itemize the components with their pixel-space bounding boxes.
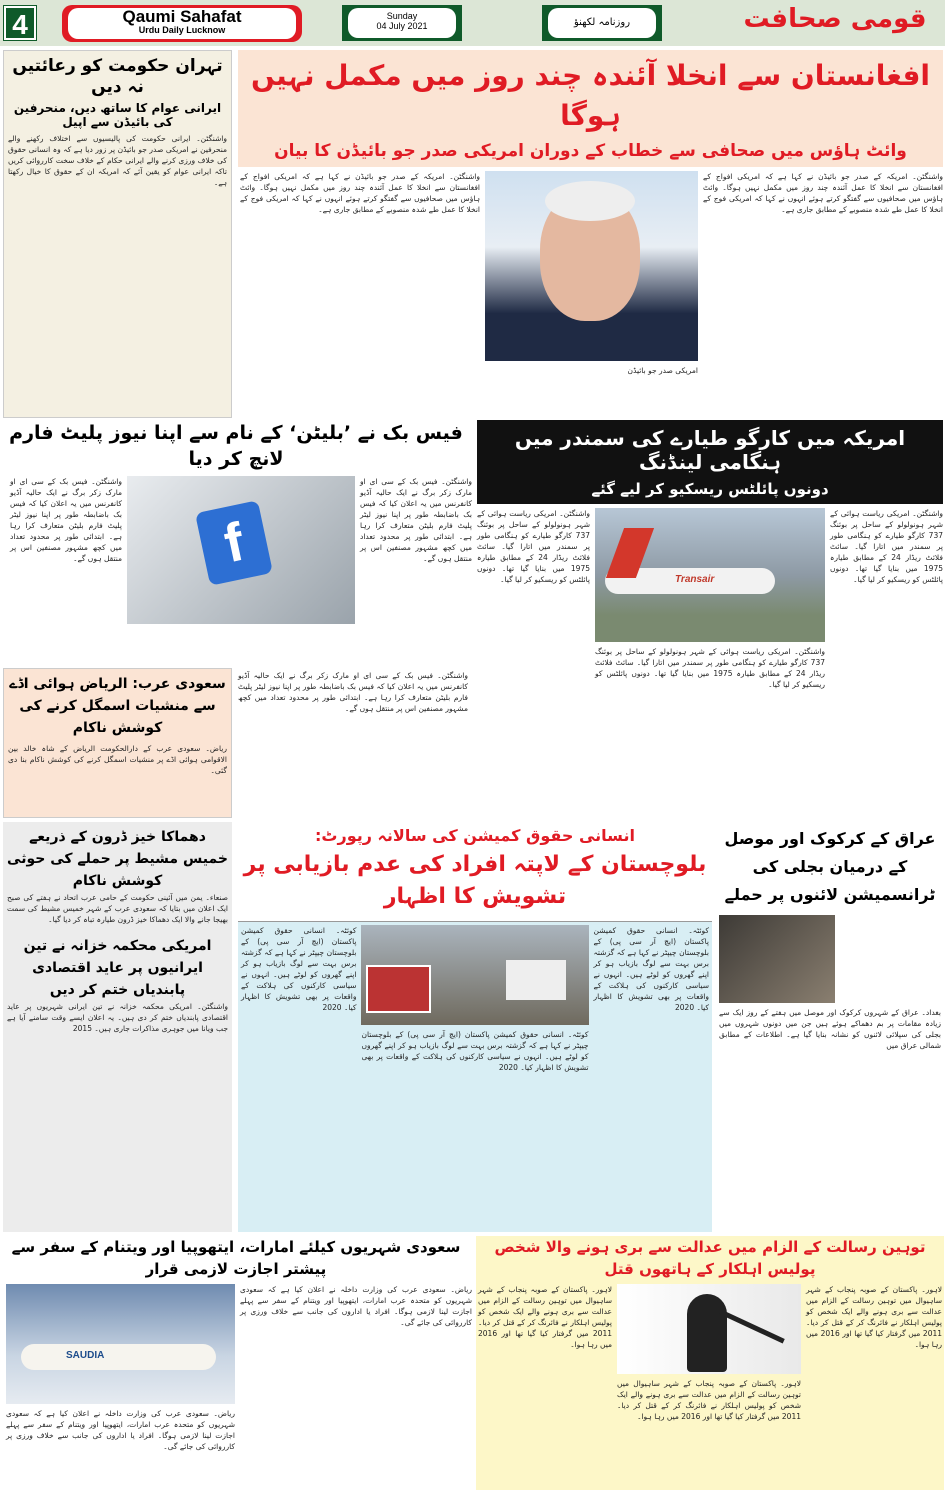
headline: تہران حکومت کو رعائتیں نہ دیں <box>12 56 223 97</box>
cargo-plane-photo <box>595 508 825 642</box>
roznama-box: روزنامہ لکھنؤ <box>548 8 656 38</box>
nameplate <box>68 8 296 39</box>
photo-caption: امریکی صدر جو بائیڈن <box>627 366 698 375</box>
nameplate-subtitle: Urdu Daily Lucknow <box>138 25 226 35</box>
day: Sunday <box>386 11 418 21</box>
biden-photo <box>485 171 698 361</box>
headline: امریکی محکمہ خزانہ نے تین ایرانیوں پر عاید اقتصادی پابندیاں ختم کر دیں <box>23 938 212 998</box>
story-facebook <box>0 420 472 665</box>
article-body-middle: لاہور۔ پاکستان کے صوبہ پنجاب کے شہر ساہیوال میں توہین رسالت کے الزام میں عدالت سے بری ہونے والے ایک شخص کو پولیس اہلکار نے فائرنگ کر کے قتل کر دیا۔ 2011 میں گرفتار کیا گیا تھا اور 2016 میں رہا ہوا۔ <box>617 1379 801 1421</box>
iraq-tower-photo <box>719 915 835 1003</box>
article-body: واشنگٹن۔ ایرانی حکومت کی پالیسیوں سے اختلاف رکھنے والے منحرفین نے امریکی صدر جو بائیڈن پر زور دیا ہے کہ وہ انسانی حقوق کی خلاف ورزی کرنے والے ایرانی حکام کے خلاف سخت کارروائی کریں تاکہ ایرانی عوام کو یقین آئے کہ امریکہ ان کے حقوق کا خیال رکھتا ہے۔ <box>8 134 227 187</box>
saudia-plane-photo <box>6 1284 235 1404</box>
article-body-left: لاہور۔ پاکستان کے صوبہ پنجاب کے شہر ساہیوال میں توہین رسالت کے الزام میں عدالت سے بری ہونے والے ایک شخص کو پولیس اہلکار نے فائرنگ کر کے قتل کر دیا۔ 2011 میں گرفتار کیا گیا تھا اور 2016 میں رہا ہوا۔ <box>478 1285 612 1349</box>
date: 04 July 2021 <box>376 21 428 31</box>
headline: سعودی شہریوں کیلئے امارات، ایتھوپیا اور ویتنام کے سفر سے پیشتر اجازت لازمی قرار <box>11 1238 461 1278</box>
article-body-right: واشنگٹن۔ امریکی ریاست ہوائی کے شہر ہونولولو کے ساحل پر بوئنگ 737 کارگو طیارے کو ہنگامی طور پر سمندر میں اتارا گیا۔ سائٹ فلائٹ ریڈار 24 کے مطابق طیارہ 1975 میں بنایا گیا تھا۔ دونوں پائلٹس کو ریسکیو کر لیا گیا۔ <box>830 509 943 584</box>
headline: سعودی عرب: الریاض ہوائی اڈے سے منشیات اسمگل کرنے کی کوشش ناکام <box>9 676 226 736</box>
article-body: واشنگٹن۔ فیس بک کے سی ای او مارک زکر برگ نے ایک حالیہ آڈیو کانفرنس میں یہ اعلان کیا کہ فیس بک باضابطہ طور پر اپنا نیوز لیٹر پلیٹ فارم بلیٹن متعارف کرا رہا ہے۔ ابتدائی طور پر محدود تعداد میں کچھ مشہور مصنفین اس پر منتقل ہوں گے۔ <box>360 477 472 563</box>
plane-livery: Transair <box>675 574 715 585</box>
article-body: ریاض۔ سعودی عرب کی وزارت داخلہ نے اعلان کیا ہے کہ سعودی شہریوں کو متحدہ عرب امارات، ایتھوپیا اور ویتنام کے سفر سے پہلے اجازت لینا لازمی ہوگا۔ افراد یا اداروں کی جانب سے خلاف ورزی پر کارروائی کی جائے گی۔ <box>240 1285 472 1327</box>
story-tehran <box>3 50 232 418</box>
story-drone <box>7 826 228 925</box>
article-body: صنعاء۔ یمن میں آئینی حکومت کے حامی عرب اتحاد نے ہفتے کی صبح ایک اعلان میں بتایا کہ سعودی عرب کے شہر خمیس مشیط کی سمت بھیجا جانے والا ایک دھماکا خیز ڈرون طیارہ تباہ کر دیا گیا۔ <box>7 893 228 924</box>
article-body-right: واشنگٹن۔ امریکہ کے صدر جو بائیڈن نے کہا ہے کہ امریکی افواج کے افغانستان سے انخلا کا عمل آئندہ چند روز میں مکمل نہیں ہوگا۔ وائٹ ہاؤس میں صحافیوں سے گفتگو کرتے ہوئے انہوں نے کہا کہ امریکی فوج کے انخلا کا عمل طے شدہ منصوبے کے مطابق جاری ہے۔ <box>703 172 943 214</box>
article-body-right: کوئٹہ۔ انسانی حقوق کمیشن پاکستان (ایچ آر سی پی) کے بلوچستان چیپٹر نے کہا ہے کہ گزشتہ برس بہت سے لوگ بازیاب ہو کر اپنے گھروں کو لوٹے ہیں۔ انہوں نے سیاسی کارکنوں کی ہلاکت کے واقعات پر بھی تشویش کا اظہار کیا۔ 2020 <box>593 926 709 1012</box>
story-sanctions <box>7 935 228 1034</box>
plane-livery: SAUDIA <box>66 1350 105 1361</box>
article-body-3: واشنگٹن۔ فیس بک کے سی ای او مارک زکر برگ نے ایک حالیہ آڈیو کانفرنس میں یہ اعلان کیا کہ فیس بک باضابطہ طور پر اپنا نیوز لیٹر پلیٹ فارم بلیٹن متعارف کرا رہا ہے۔ ابتدائی طور پر محدود تعداد میں کچھ مشہور مصنفین اس پر منتقل ہوں گے۔ <box>10 477 122 563</box>
story-cargo <box>477 420 943 820</box>
story-iraq <box>716 822 944 1232</box>
story-afghanistan <box>238 50 943 418</box>
subheadline: وائٹ ہاؤس میں صحافی سے خطاب کے دوران امریکی صدر جو بائیڈن کا بیان <box>274 141 907 161</box>
story-facebook-row <box>0 420 472 820</box>
subheadline: دونوں پائلٹس ریسکیو کر لیے گئے <box>591 480 829 498</box>
headline: دھماکا خیز ڈرون کے ذریعے خمیس مشیط پر حملے کی حوثی کوشش ناکام <box>7 829 228 889</box>
headline: بلوچستان کے لاپتہ افراد کی عدم بازیابی پر تشویش کا اظہار <box>243 852 707 909</box>
article-body-left: واشنگٹن۔ امریکی ریاست ہوائی کے شہر ہونولولو کے ساحل پر بوئنگ 737 کارگو طیارے کو ہنگامی طور پر سمندر میں اتارا گیا۔ سائٹ فلائٹ ریڈار 24 کے مطابق طیارہ 1975 میں بنایا گیا تھا۔ دونوں پائلٹس کو ریسکیو کر لیا گیا۔ <box>477 509 590 584</box>
subheadline: ایرانی عوام کا ساتھ دیں، منحرفین کی بائیڈن سے اپیل <box>13 101 222 129</box>
article-body: بغداد۔ عراق کے شہروں کرکوک اور موصل میں ہفتے کے روز ایک سے زیادہ مقامات پر بم دھماکے ہوئے ہیں جن میں دونوں شہروں میں بجلی کی سپلائی لائنوں کو نشانہ بنایا گیا ہے۔ اطلاعات کے مطابق شمالی عراق میں <box>719 1008 941 1050</box>
article-body-left: واشنگٹن۔ امریکہ کے صدر جو بائیڈن نے کہا ہے کہ امریکی افواج کے افغانستان سے انخلا کا عمل آئندہ چند روز میں مکمل نہیں ہوگا۔ وائٹ ہاؤس میں صحافیوں سے گفتگو کرتے ہوئے انہوں نے کہا کہ امریکی فوج کے انخلا کا عمل طے شدہ منصوبے کے مطابق جاری ہے۔ <box>240 172 480 214</box>
article-body-left: کوئٹہ۔ انسانی حقوق کمیشن پاکستان (ایچ آر سی پی) کے بلوچستان چیپٹر نے کہا ہے کہ گزشتہ برس بہت سے لوگ بازیاب ہو کر اپنے گھروں کو لوٹے ہیں۔ انہوں نے سیاسی کارکنوں کی ہلاکت کے واقعات پر بھی تشویش کا اظہار کیا۔ 2020 <box>240 926 357 1012</box>
article-body-2: واشنگٹن۔ فیس بک کے سی ای او مارک زکر برگ نے ایک حالیہ آڈیو کانفرنس میں یہ اعلان کیا کہ فیس بک باضابطہ طور پر اپنا نیوز لیٹر پلیٹ فارم بلیٹن متعارف کرا رہا ہے۔ ابتدائی طور پر محدود تعداد میں کچھ مشہور مصنفین اس پر منتقل ہوں گے۔ <box>238 671 468 713</box>
story-saudi-travel <box>0 1236 472 1490</box>
headline: فیس بک نے ’بلیٹن‘ کے نام سے اپنا نیوز پلیٹ فارم لانچ کر دیا <box>9 422 463 470</box>
date-box <box>348 8 456 38</box>
left-column-row3 <box>3 822 232 1232</box>
protest-photo <box>361 925 588 1025</box>
headline: امریکہ میں کارگو طیارے کی سمندر میں ہنگامی لینڈنگ <box>514 426 906 474</box>
kicker: انسانی حقوق کمیشن کی سالانہ رپورٹ: <box>315 826 635 845</box>
article-body-right: لاہور۔ پاکستان کے صوبہ پنجاب کے شہر ساہیوال میں توہین رسالت کے الزام میں عدالت سے بری ہونے والے ایک شخص کو پولیس اہلکار نے فائرنگ کر کے قتل کر دیا۔ 2011 میں گرفتار کیا گیا تھا اور 2016 میں رہا ہوا۔ <box>806 1285 943 1349</box>
facebook-keyboard-photo <box>127 476 355 624</box>
nameplate-title: Qaumi Sahafat <box>122 7 242 26</box>
headline: افغانستان سے انخلا آئندہ چند روز میں مکمل نہیں ہوگا <box>250 59 930 132</box>
article-body-middle: واشنگٹن۔ امریکی ریاست ہوائی کے شہر ہونولولو کے ساحل پر بوئنگ 737 کارگو طیارے کو ہنگامی طور پر سمندر میں اتارا گیا۔ سائٹ فلائٹ ریڈار 24 کے مطابق طیارہ 1975 میں بنایا گیا تھا۔ دونوں پائلٹس کو ریسکیو کر لیا گیا۔ <box>595 647 825 689</box>
logo-urdu: قومی صحافت <box>743 4 927 34</box>
story-riyadh <box>3 668 232 818</box>
soldier-silhouette-photo <box>617 1284 801 1374</box>
article-body: ریاض۔ سعودی عرب کے دارالحکومت الریاض کے شاہ خالد بین الاقوامی ہوائی اڈے پر منشیات اسمگل کرنے کی کوشش ناکام بنا دی گئی۔ <box>8 744 227 775</box>
article-body-left: ریاض۔ سعودی عرب کی وزارت داخلہ نے اعلان کیا ہے کہ سعودی شہریوں کو متحدہ عرب امارات، ایتھوپیا اور ویتنام کے سفر سے پہلے اجازت لینا لازمی ہوگا۔ افراد یا اداروں کی جانب سے خلاف ورزی پر کارروائی کی جائے گی۔ <box>6 1409 235 1451</box>
article-body: واشنگٹن۔ امریکی محکمہ خزانہ نے تین ایرانی شہریوں پر عاید اقتصادی پابندیاں ختم کر دی ہیں۔ یہ اعلان ایسے وقت سامنے آیا ہے جب ویانا میں جوہری مذاکرات جاری ہیں۔ 2015 <box>7 1002 228 1033</box>
article-body-middle: کوئٹہ۔ انسانی حقوق کمیشن پاکستان (ایچ آر سی پی) کے بلوچستان چیپٹر نے کہا ہے کہ گزشتہ برس بہت سے لوگ بازیاب ہو کر اپنے گھروں کو لوٹے ہیں۔ انہوں نے سیاسی کارکنوں کی ہلاکت کے واقعات پر بھی تشویش کا اظہار کیا۔ 2020 <box>361 1030 589 1072</box>
story-blasphemy <box>476 1236 944 1490</box>
story-balochistan <box>238 822 712 1232</box>
page-number: 4 <box>4 6 36 40</box>
headline: عراق کے کرکوک اور موصل کے درمیان بجلی کی ٹرانسمیشن لائنوں پر حملے <box>724 829 936 904</box>
masthead <box>0 0 945 46</box>
headline: توہین رسالت کے الزام میں عدالت سے بری ہونے والا شخص پولیس اہلکار کے ہاتھوں قتل <box>494 1238 926 1278</box>
facebook-logo-icon: f <box>195 500 273 586</box>
